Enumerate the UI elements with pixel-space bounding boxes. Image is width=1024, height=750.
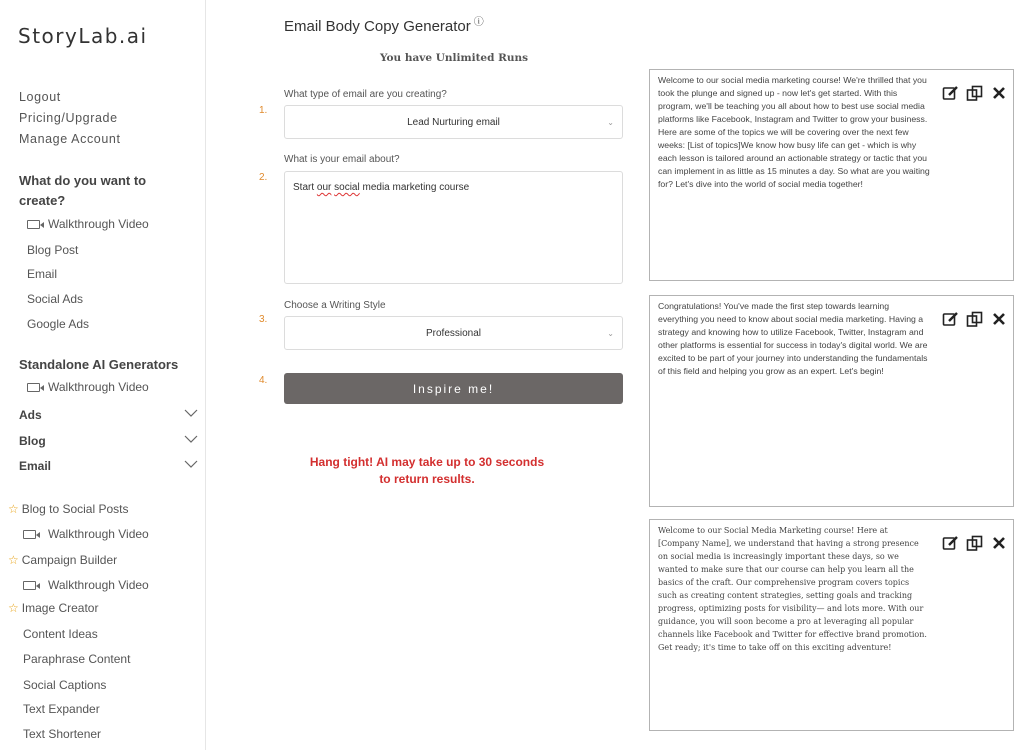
accordion-blog[interactable]: Blog xyxy=(19,434,199,448)
inspire-me-button[interactable]: Inspire me! xyxy=(284,373,623,404)
page-title: Email Body Copy Generator ⓘ xyxy=(284,17,484,35)
pricing-upgrade-link[interactable]: Pricing/Upgrade xyxy=(19,111,118,125)
sidebar-item-social-captions[interactable]: Social Captions xyxy=(23,678,107,692)
result-card-1 xyxy=(649,69,1014,281)
email-type-select[interactable]: Lead Nurturing email ⌄ xyxy=(284,105,623,139)
result-toolbar xyxy=(941,84,1009,102)
edit-icon[interactable] xyxy=(941,310,961,328)
sidebar-item-text-shortener[interactable]: Text Shortener xyxy=(23,727,102,741)
copy-icon[interactable] xyxy=(965,84,985,102)
video-camera-icon xyxy=(23,530,36,539)
step-number: 2. xyxy=(259,172,268,183)
sidebar-item-image-creator[interactable]: ☆ Image Creator xyxy=(8,601,99,615)
sidebar-item-social-ads[interactable]: Social Ads xyxy=(27,292,84,306)
sidebar-item-blog-to-social-posts[interactable]: ☆ Blog to Social Posts xyxy=(8,502,129,516)
accordion-email[interactable]: Email xyxy=(19,459,199,473)
writing-style-label: Choose a Writing Style xyxy=(284,300,386,311)
create-heading: What do you want to create? xyxy=(19,173,147,208)
star-icon: ☆ xyxy=(8,553,19,567)
close-icon[interactable] xyxy=(989,310,1009,328)
chevron-down-icon: ⌄ xyxy=(607,329,614,338)
campaign-builder-walkthrough-video[interactable]: Walkthrough Video xyxy=(23,578,149,592)
sidebar xyxy=(0,0,206,750)
star-icon: ☆ xyxy=(8,601,19,615)
close-icon[interactable] xyxy=(989,84,1009,102)
sidebar-item-content-ideas[interactable]: Content Ideas xyxy=(23,627,98,641)
chevron-down-icon xyxy=(183,457,199,471)
sidebar-item-google-ads[interactable]: Google Ads xyxy=(27,317,90,331)
standalone-heading: Standalone AI Generators xyxy=(19,357,179,372)
result-text[interactable]: Welcome to our social media marketing course! We're thrilled that you took the plunge and signed up - now let's get started. With this program, we'll be teaching you all about how to best use social media platforms like Facebook, Instagram and Twitter to grow your business. Here are some of the topics we will be covering over the next few weeks: [List of topics]We know how busy life can get - which is why each lesson is tailored around an actionable strategy or tactic that you can implement in as little as 15 minutes a day. So what are you waiting for? Let's dive into the world of social media together! xyxy=(658,75,930,189)
manage-account-link[interactable]: Manage Account xyxy=(19,132,121,146)
copy-icon[interactable] xyxy=(965,310,985,328)
close-icon[interactable] xyxy=(989,534,1009,552)
step-number: 4. xyxy=(259,375,268,386)
loading-notice: Hang tight! AI may take up to 30 seconds to return results. xyxy=(309,455,545,486)
sidebar-item-email[interactable]: Email xyxy=(27,267,58,281)
result-toolbar xyxy=(941,534,1009,552)
writing-style-select[interactable]: Professional ⌄ xyxy=(284,316,623,350)
copy-icon[interactable] xyxy=(965,534,985,552)
runs-remaining: You have Unlimited Runs xyxy=(379,52,529,64)
sidebar-item-blog-post[interactable]: Blog Post xyxy=(27,243,79,257)
result-text[interactable]: Welcome to our Social Media Marketing course! Here at [Company Name], we understand that having a strong presence on social media is increasingly important these days, so we wanted to make sure that our course can help you learn all the basics of the craft. Our comprehensive program covers topics such as creating content strategies, setting goals and tracking progress, optimizing posts for visibility— and lots more. With our guidance, you will soon become a pro at leveraging all popular channels like Facebook and Twitter for effective brand promotion. Get ready; it's time to take off on this exciting adventure! xyxy=(658,526,927,652)
video-camera-icon xyxy=(23,581,36,590)
create-walkthrough-video[interactable]: Walkthrough Video xyxy=(27,217,149,231)
step-number: 3. xyxy=(259,314,268,325)
result-card-3 xyxy=(649,519,1014,731)
result-text[interactable]: Congratulations! You've made the first step towards learning everything you need to know about social media marketing. Having a strategy and knowing how to utilize Facebook, Twitter, Instagram and other platforms is essential for success in today's digital world. We are excited to be part of your journey into understanding the fundamentals of this field and helping you grow as an expert. Let's begin! xyxy=(658,301,928,376)
sidebar-item-text-expander[interactable]: Text Expander xyxy=(23,702,100,716)
result-toolbar xyxy=(941,310,1009,328)
edit-icon[interactable] xyxy=(941,534,961,552)
step-number: 1. xyxy=(259,105,268,116)
logout-link[interactable]: Logout xyxy=(19,90,61,104)
blog-to-social-walkthrough-video[interactable]: Walkthrough Video xyxy=(23,527,149,541)
sidebar-item-campaign-builder[interactable]: ☆ Campaign Builder xyxy=(8,553,118,567)
edit-icon[interactable] xyxy=(941,84,961,102)
chevron-down-icon xyxy=(183,432,199,446)
accordion-ads[interactable]: Ads xyxy=(19,408,199,422)
info-icon[interactable]: ⓘ xyxy=(473,17,484,28)
video-camera-icon xyxy=(27,383,40,392)
result-card-2 xyxy=(649,295,1014,507)
sidebar-item-paraphrase-content[interactable]: Paraphrase Content xyxy=(23,652,131,666)
chevron-down-icon xyxy=(183,406,199,420)
email-type-label: What type of email are you creating? xyxy=(284,89,447,100)
storylab-logo[interactable]: StoryLab.ai xyxy=(18,24,148,48)
video-camera-icon xyxy=(27,220,40,229)
star-icon: ☆ xyxy=(8,502,19,516)
chevron-down-icon: ⌄ xyxy=(607,118,614,127)
standalone-walkthrough-video[interactable]: Walkthrough Video xyxy=(27,380,149,394)
email-topic-label: What is your email about? xyxy=(284,154,400,165)
email-topic-textarea[interactable]: Start our social media marketing course xyxy=(284,171,623,284)
